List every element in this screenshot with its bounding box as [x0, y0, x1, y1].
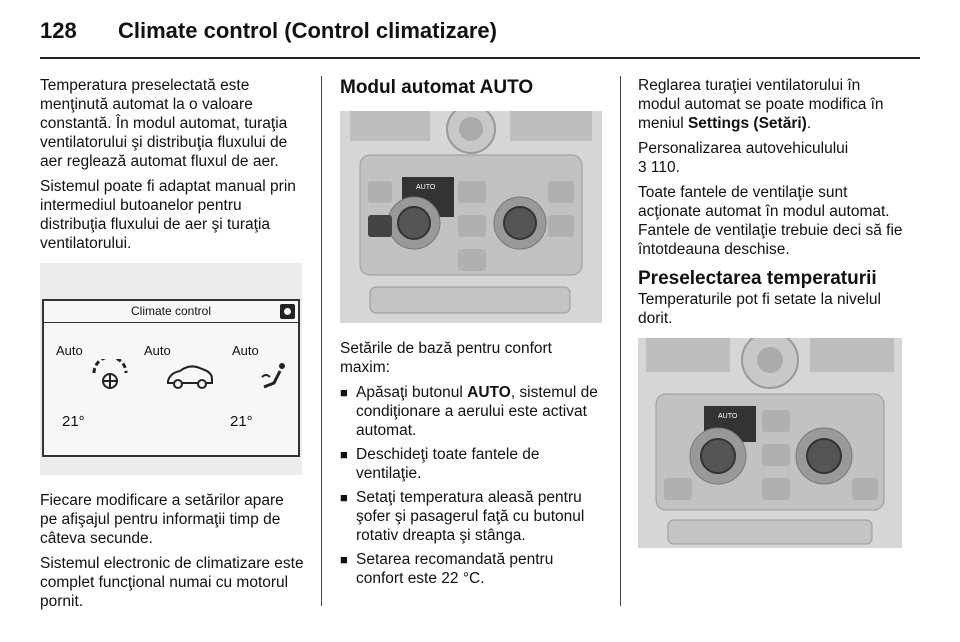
zone-label-left: Auto: [56, 343, 83, 358]
page-reference: 3 110.: [638, 159, 680, 176]
zone-label-center: Auto: [144, 343, 171, 358]
col3-paragraph-2: Personalizarea autovehiculului 3 110.: [638, 140, 849, 176]
column-divider-1: [321, 76, 322, 606]
col2-paragraph-1: Setările de bază pentru confort maxim:: [340, 340, 552, 376]
climate-display-figure: [40, 263, 302, 475]
column-2: [340, 76, 604, 593]
header-rule: [40, 57, 920, 59]
settings-gear-icon: [280, 304, 295, 319]
column-1: [40, 76, 304, 617]
climate-panel-figure-2: [638, 338, 902, 548]
settings-menu-name: Settings (Setări): [687, 115, 807, 132]
temperature-right: 21°: [230, 413, 253, 430]
col1-paragraph-1: Temperatura preselectată este menţinută automat la o valoare constantă. În modul automat, turaţia ventilatorului şi distribuţia fluxului de aer reglează automat fluxul de aer.: [40, 77, 288, 170]
page-number: 128: [40, 18, 77, 43]
seat-airflow-icon: [256, 359, 290, 393]
list-item: ■ Setarea recomandată pentru confort este 22 °C.: [340, 551, 554, 587]
page-header: [40, 14, 920, 54]
col1-paragraph-2: Sistemul poate fi adaptat manual prin intermediul butoanelor pentru distribuţia fluxului de aer şi turaţia ventilatorului.: [40, 178, 296, 252]
page-title: Climate control (Control climatizare): [118, 18, 497, 43]
fan-icon: [88, 359, 132, 393]
temperature-left: 21°: [62, 413, 85, 430]
climate-display-screen: [42, 299, 300, 457]
col3-paragraph-4: Temperaturile pot fi setate la nivelul dorit.: [638, 291, 881, 327]
climate-control-panel: [340, 111, 602, 323]
column-divider-2: [620, 76, 621, 606]
column-3: [638, 76, 904, 548]
col3-paragraph-1: Reglarea turaţiei ventilatorului în modul automat se poate modifica în meniul Settings (Setări).: [638, 77, 884, 132]
list-item: ■ Deschideţi toate fantele de ventilaţie.: [340, 446, 540, 482]
auto-mode-steps-list: [340, 383, 604, 588]
list-item: ■ Setaţi temperatura aleasă pentru şofer şi pasagerul faţă cu butonul rotativ dreapta şi stânga.: [340, 489, 585, 544]
auto-button-label: AUTO: [416, 184, 436, 191]
list-item: ■ Apăsaţi butonul AUTO, sistemul de condiţionare a aerului este activat automat.: [340, 384, 598, 439]
car-airflow-icon: [164, 359, 216, 393]
climate-control-panel-2: [638, 338, 902, 548]
section-heading-temperature: Preselectarea temperaturii: [638, 268, 877, 289]
climate-panel-figure-1: [340, 111, 602, 323]
col3-paragraph-3: Toate fantele de ventilaţie sunt acţionate automat în modul automat. Fantele de ventilaţie trebuie deci să fie întotdeauna deschise.: [638, 184, 903, 258]
auto-button-label-2: AUTO: [718, 413, 738, 420]
section-heading-auto-mode: Modul automat AUTO: [340, 77, 534, 98]
zone-label-right: Auto: [232, 343, 259, 358]
col1-paragraph-3: Fiecare modificare a setărilor apare pe afişajul pentru informaţii timp de câteva secunde.: [40, 492, 284, 547]
display-title: Climate control: [44, 301, 298, 323]
col1-paragraph-4: Sistemul electronic de climatizare este complet funcţional numai cu motorul pornit.: [40, 555, 304, 610]
